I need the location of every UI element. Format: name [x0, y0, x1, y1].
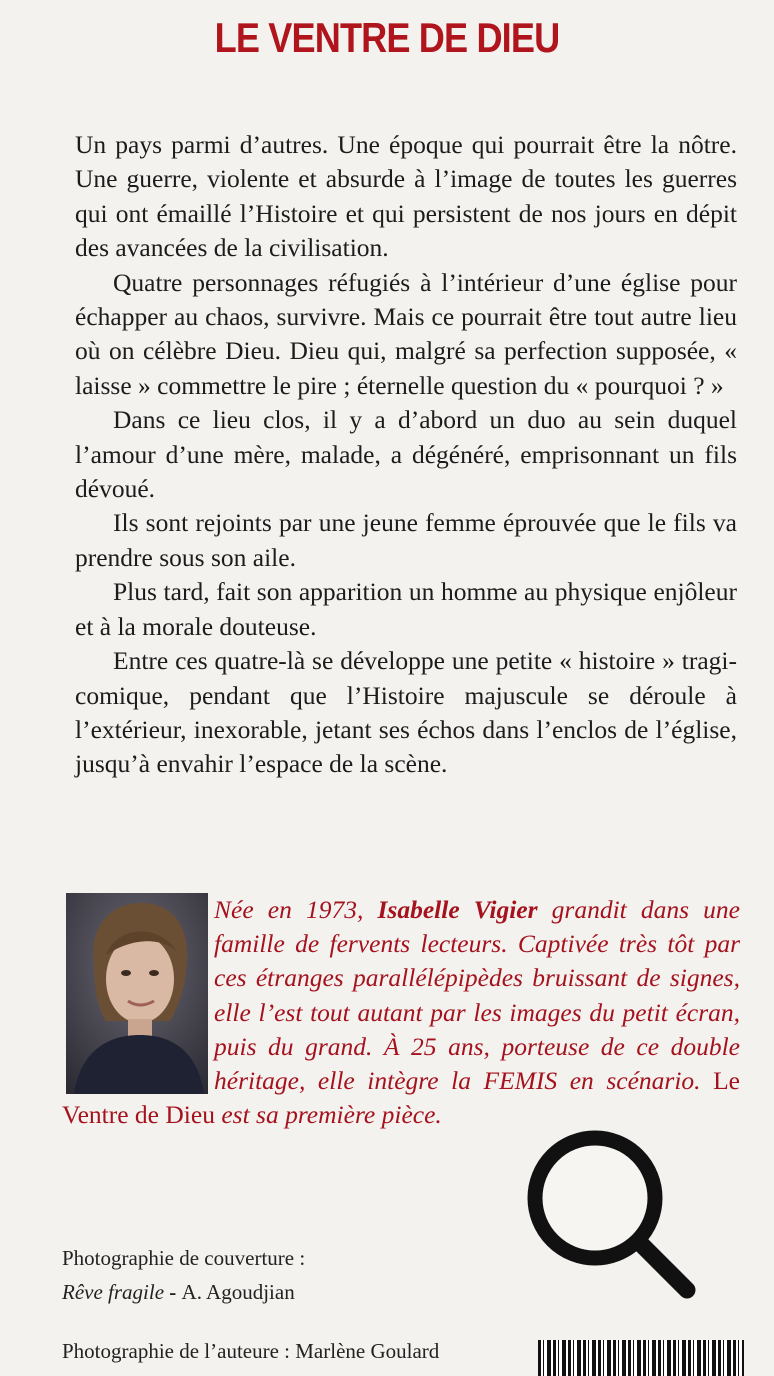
cover-photo-separator: -: [164, 1280, 182, 1304]
search-icon[interactable]: [527, 1130, 699, 1302]
bio-text: est sa première pièce.: [214, 1100, 442, 1130]
blurb-paragraph: Dans ce lieu clos, il y a d’abord un duo au sein duquel l’amour d’une mère, malade, a dégénéré, emprisonnant un fils dévoué.: [75, 405, 737, 504]
book-title: LE VENTRE DE DIEU: [214, 14, 560, 61]
work-title: Le Ventre de Dieu: [62, 1066, 740, 1130]
bio-text: Née en 1973,: [214, 895, 378, 924]
blurb-paragraph: Entre ces quatre-là se développe une petite « histoire » tragi-comique, pendant que l’Histoire majuscule se déroule à l’extérieur, inexorable, jetant ses échos dans l’enclos de l’église, jusqu’à envahir l’espace de la scène.: [75, 646, 737, 779]
blurb-paragraph: Plus tard, fait son apparition un homme au physique enjôleur et à la morale douteuse.: [75, 577, 737, 641]
blurb-paragraph: Ils sont rejoints par une jeune femme éprouvée que le fils va prendre sous son aile.: [75, 508, 737, 572]
cover-photo-credit-label: Photographie de couverture :: [62, 1246, 306, 1270]
cover-photo-author: A. Agoudjian: [181, 1280, 295, 1304]
author-name: Isabelle Vigier: [377, 895, 538, 924]
bio-text: grandit dans une famille de fervents lecteurs. Captivée très tôt par ces étranges parallélépipèdes bruissant de signes, elle l’est tout autant par les images du petit écran, puis du grand. À 25 ans, porteuse de ce double héritage, elle intègre la FEMIS en scénario.: [214, 895, 740, 1096]
cover-photo-title: Rêve fragile: [62, 1280, 165, 1304]
barcode: [538, 1340, 744, 1376]
blurb-paragraph: Un pays parmi d’autres. Une époque qui pourrait être la nôtre. Une guerre, violente et absurde à l’image de toutes les guerres qui ont émaillé l’Histoire et qui persistent de nos jours en dépit des avancées de la civilisation.: [75, 130, 737, 263]
author-photo-credit: Photographie de l’auteure : Marlène Goulard: [62, 1339, 440, 1363]
cover-photo-credit: [62, 1278, 295, 1306]
blurb-paragraph: Quatre personnages réfugiés à l’intérieur d’une église pour échapper au chaos, survivre. Mais ce pourrait être tout autre lieu où on célèbre Dieu. Dieu qui, malgré sa perfection supposée, « laisse » commettre le pire ; éternelle question du « pourquoi ? »: [75, 267, 737, 400]
author-bio: [62, 893, 740, 1132]
back-cover-blurb: [75, 128, 737, 782]
